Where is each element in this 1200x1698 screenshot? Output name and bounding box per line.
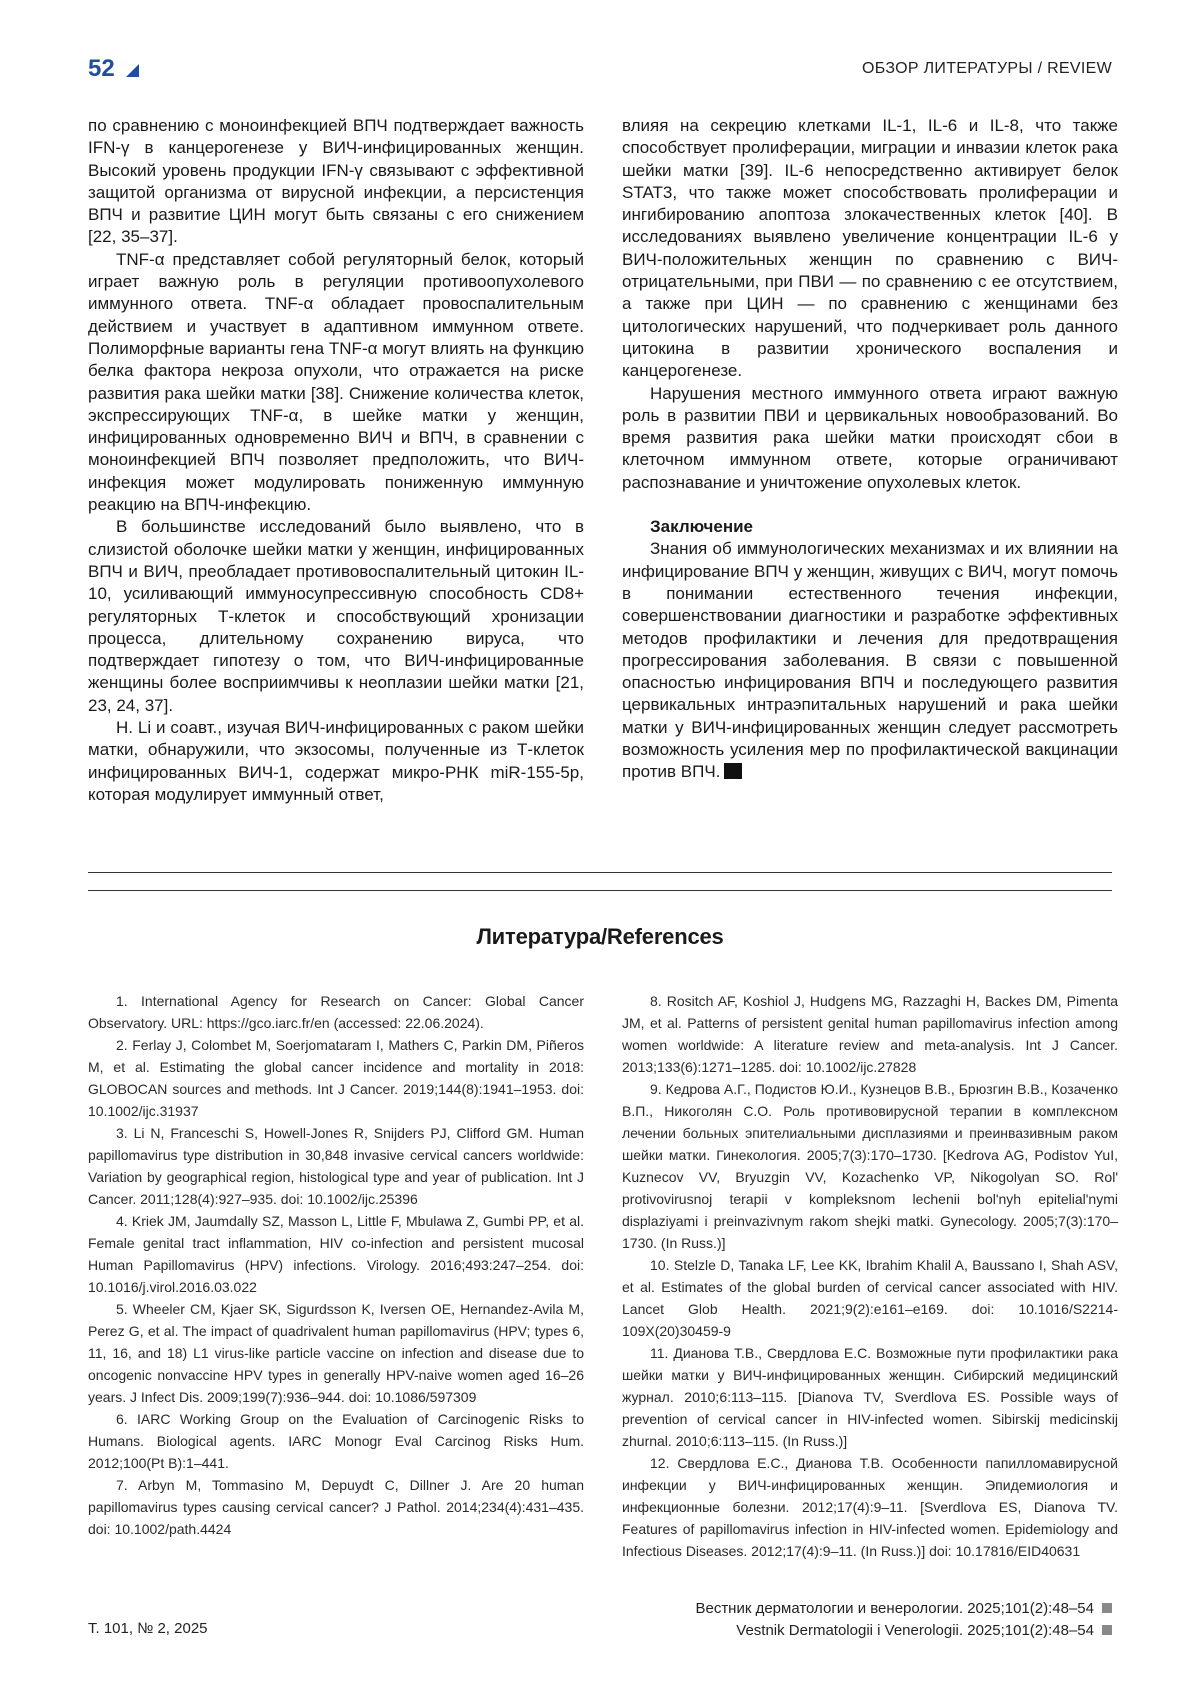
square-icon — [1102, 1603, 1112, 1613]
references-heading: Литература/References — [476, 924, 724, 949]
paragraph: В большинстве исследований было выявлено, что в слизистой оболочке шейки матки у женщин, инфицированных ВПЧ и ВИЧ, преобладает противовоспалительный цитокин IL-10, усиливающий иммуносупрессивную способность CD8+ регуляторных Т-клеток и способствующий хронизации процесса, длительному сохранению вируса, что подтверждает гипотезу о том, что ВИЧ-инфицированные женщины более восприимчивы к неоплазии шейки матки [21, 23, 24, 37]. — [88, 517, 584, 715]
reference-item: 3. Li N, Franceschi S, Howell-Jones R, Snijders PJ, Clifford GM. Human papillomavirus type distribution in 30,848 invasive cervical cancers worldwide: Variation by geographical region, histological type and year of publication. Int J Cancer. 2011;128(4):927–935. doi: 10.1002/ijc.25396 — [88, 1125, 584, 1207]
reference-item: 7. Arbyn M, Tommasino M, Depuydt C, Dillner J. Are 20 human papillomavirus types causing cervical cancer? J Pathol. 2014;234(4):431–435. doi: 10.1002/path.4424 — [88, 1477, 584, 1537]
paragraph: по сравнению с моноинфекцией ВПЧ подтверждает важность IFN-γ в канцерогенезе у ВИЧ-инфицированных женщин. Высокий уровень продукции IFN-γ связывают с эффективной защитой организма от вирусной инфекции, а персистенция ВПЧ и развитие ЦИН могут быть связаны с его снижением [22, 35–37]. — [88, 116, 584, 247]
reference-item: 12. Свердлова Е.С., Дианова Т.В. Особенности папилломавирусной инфекции у ВИЧ-инфицированных женщин. Эпидемиология и инфекционные болезни. 2012;17(4):9–11. [Sverdlova ES, Dianova TV. Features of papillomavirus infection in HIV-infected women. Epidemiology and Infectious Diseases. 2012;17(4):9–11. (In Russ.)] doi: 10.17816/EID40631 — [622, 1455, 1118, 1559]
reference-item: 2. Ferlay J, Colombet M, Soerjomataram I, Mathers C, Parkin DM, Piñeros M, et al. Estimating the global cancer incidence and mortality in 2018: GLOBOCAN sources and methods. Int J Cancer. 2019;144(8):1941–1953. doi: 10.1002/ijc.31937 — [88, 1037, 584, 1119]
reference-item: 10. Stelzle D, Tanaka LF, Lee KK, Ibrahim Khalil A, Baussano I, Shah ASV, et al. Estimates of the global burden of cervical cancer associated with HIV. Lancet Glob Health. 2021;9(2):e161–e169. doi: 10.1016/S2214-109X(20)30459-9 — [622, 1257, 1118, 1339]
journal-info — [695, 1598, 1112, 1642]
paragraph: влияя на секрецию клетками IL-1, IL-6 и IL-8, что также способствует пролиферации, миграции и инвазии клеток рака шейки матки [39]. IL-6 непосредственно активирует белок STAT3, что также может способствовать пролиферации и ингибированию апоптоза злокачественных клеток [40]. В исследованиях выявлено увеличение концентрации IL-6 у ВИЧ-положительных женщин по сравнению с ВИЧ-отрицательными, при ПВИ — по сравнению с ее отсутствием, а также при ЦИН — по сравнению с женщинами без цитологических нарушений, что подчеркивает роль данного цитокина в развитии хронического воспаления и канцерогенезе. — [622, 116, 1118, 381]
paragraph: H. Li и соавт., изучая ВИЧ-инфицированных с раком шейки матки, обнаружили, что экзосомы, полученные из Т-клеток инфицированных ВИЧ-1, содержат микро-РНК miR-155-5p, которая модулирует иммунный ответ, — [88, 718, 584, 804]
reference-item: 6. IARC Working Group on the Evaluation of Carcinogenic Risks to Humans. Biological agents. IARC Monogr Eval Carcinog Risks Hum. 2012;100(Pt B):1–441. — [88, 1411, 584, 1471]
reference-item: 8. Rositch AF, Koshiol J, Hudgens MG, Razzaghi H, Backes DM, Pimenta JM, et al. Patterns of persistent genital human papillomavirus infection among women worldwide: A literature review and meta-analysis. Int J Cancer. 2013;133(6):1271–1285. doi: 10.1002/ijc.27828 — [622, 993, 1118, 1075]
body-column-right — [622, 115, 1118, 784]
reference-item: 1. International Agency for Research on Cancer: Global Cancer Observatory. URL: https://gco.iarc.fr/en (accessed: 22.06.2024). — [88, 993, 584, 1031]
issue-info: Т. 101, № 2, 2025 — [88, 1620, 208, 1637]
article-end-icon — [724, 763, 742, 779]
conclusion-text: Знания об иммунологических механизмах и их влиянии на инфицирование ВПЧ у женщин, живущих с ВИЧ, могут помочь в понимании естественного течения инфекции, совершенствовании диагностики и разработке эффективных методов профилактики и лечения для предотвращения прогрессирования заболевания. В связи с повышенной опасностью инфицирования ВПЧ и последующего развития цервикальных интраэпитальных нарушений и рака шейки матки у ВИЧ-инфицированных женщин следует рассмотреть возможность усиления мер по профилактической вакцинации против ВПЧ. — [622, 539, 1118, 782]
square-icon — [1102, 1625, 1112, 1635]
divider — [88, 872, 1112, 873]
page-number: 52 — [88, 55, 115, 82]
reference-item: 9. Кедрова А.Г., Подистов Ю.И., Кузнецов В.В., Брюзгин В.В., Козаченко В.П., Никоголян С.О. Роль противовирусной терапии в комплексном лечении больных эпителиальными дисплазиями и преинвазивным раком шейки матки. Гинекология. 2005;7(3):170–1730. [Kedrova AG, Podistov YuI, Kuznecov VV, Bryuzgin VV, Kozachenko VP, Nikogolyan SO. Rol' protivovirusnoj terapii v kompleksnom lechenii bol'nyh epitelial'nymi displaziyami i preinvazivnym rakom shejki matki. Gynecology. 2005;7(3):170–1730. (In Russ.)] — [622, 1081, 1118, 1251]
conclusion-paragraph — [622, 538, 1118, 783]
page-header — [88, 55, 1112, 85]
section-label: ОБЗОР ЛИТЕРАТУРЫ / REVIEW — [861, 60, 1112, 77]
journal-title-ru: Вестник дерматологии и венерологии. 2025;101(2):48–54 — [695, 1600, 1094, 1617]
conclusion-heading: Заключение — [650, 517, 753, 537]
paragraph: Нарушения местного иммунного ответа играют важную роль в развитии ПВИ и цервикальных новообразований. Во время развития рака шейки матки происходят сбои в клеточном иммунном ответе, которые ограничивают распознавание и уничтожение опухолевых клеток. — [622, 383, 1118, 492]
references-column-left — [88, 990, 584, 1540]
reference-item: 5. Wheeler CM, Kjaer SK, Sigurdsson K, Iversen OE, Hernandez-Avila M, Perez G, et al. The impact of quadrivalent human papillomavirus (HPV; types 6, 11, 16, and 18) L1 virus-like particle vaccine on infection and disease due to oncogenic nonvaccine HPV types in generally HPV-naive women aged 16–26 years. J Infect Dis. 2009;199(7):936–944. doi: 10.1086/597309 — [88, 1301, 584, 1405]
reference-item: 4. Kriek JM, Jaumdally SZ, Masson L, Little F, Mbulawa Z, Gumbi PP, et al. Female genital tract inflammation, HIV co-infection and persistent mucosal Human Papillomavirus (HPV) infections. Virology. 2016;493:247–254. doi: 10.1016/j.virol.2016.03.022 — [88, 1213, 584, 1295]
paragraph: TNF-α представляет собой регуляторный белок, который играет важную роль в регуляции противоопухолевого иммунного ответа. TNF-α обладает провоспалительным действием и участвует в адаптивном иммунном ответе. Полиморфные варианты гена TNF-α могут влиять на функцию белка фактора некроза опухоли, что отражается на риске развития рака шейки матки [38]. Снижение количества клеток, экспрессирующих TNF-α, в шейке матки у женщин, инфицированных одновременно ВИЧ и ВПЧ, в сравнении с моноинфекцией ВПЧ позволяет предположить, что ВИЧ-инфекция может модулировать пониженную иммунную реакцию на ВПЧ-инфекцию. — [88, 249, 584, 515]
divider — [88, 890, 1112, 891]
reference-item: 11. Дианова Т.В., Свердлова Е.С. Возможные пути профилактики рака шейки матки у ВИЧ-инфицированных женщин. Сибирский медицинский журнал. 2010;6:113–115. [Dianova TV, Sverdlova ES. Possible ways of prevention of cervical cancer in HIV-infected women. Sibirskij medicinskij zhurnal. 2010;6:113–115. (In Russ.)] — [622, 1345, 1118, 1449]
page-corner-icon — [126, 64, 139, 77]
references-column-right — [622, 990, 1118, 1562]
journal-title-en: Vestnik Dermatologii i Venerologii. 2025;101(2):48–54 — [736, 1622, 1094, 1639]
body-column-left — [88, 115, 584, 806]
